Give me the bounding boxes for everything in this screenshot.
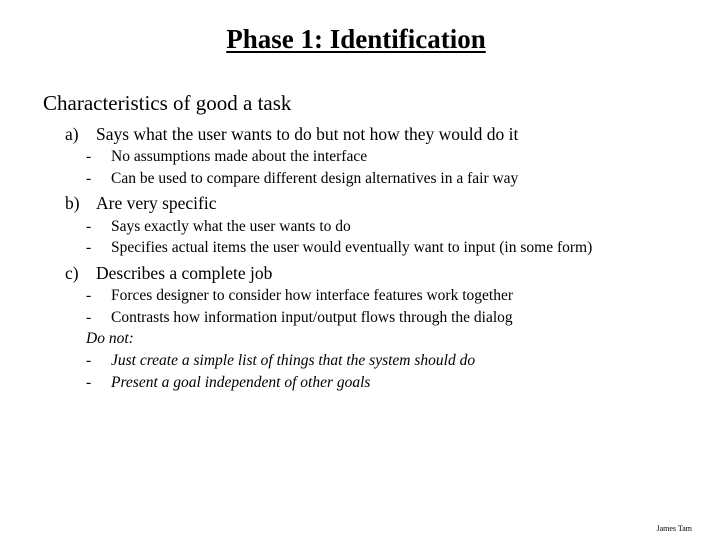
author-footer: James Tam [656,524,692,533]
bullet-text: Says exactly what the user wants to do [111,218,351,235]
section-b [65,193,217,214]
bullet-dash: - [86,309,92,326]
bullet-dash: - [86,170,92,187]
bullet-text: Contrasts how information input/output flows through the dialog [111,309,513,326]
section-a [65,124,518,145]
bullet-dash: - [86,218,92,235]
page-title-text: Phase 1: Identification [226,24,486,54]
bullet-text: No assumptions made about the interface [111,148,368,165]
bullet-text: Can be used to compare different design alternatives in a fair way [111,170,519,187]
section-b-text: Are very specific [96,193,217,213]
bullet-dash: - [86,148,92,165]
bullet-dash: - [86,374,92,391]
page-title [0,24,712,55]
bullet-dash: - [86,239,92,256]
bullet-dash: - [86,352,92,369]
bullet-text: Just create a simple list of things that the system should do [111,352,476,369]
do-not-label: Do not: [86,330,134,347]
section-a-text: Says what the user wants to do but not how they would do it [96,124,519,144]
bullet-text: Forces designer to consider how interface features work together [111,287,513,304]
characteristics-heading: Characteristics of good a task [43,91,292,115]
section-c-label: c) [65,263,79,283]
bullet-text: Present a goal independent of other goals [111,374,371,391]
section-c-text: Describes a complete job [96,263,273,283]
section-a-label: a) [65,124,79,144]
section-b-label: b) [65,193,80,213]
bullet-text: Specifies actual items the user would eventually want to input (in some form) [111,239,593,256]
section-c [65,263,272,284]
bullet-dash: - [86,287,92,304]
